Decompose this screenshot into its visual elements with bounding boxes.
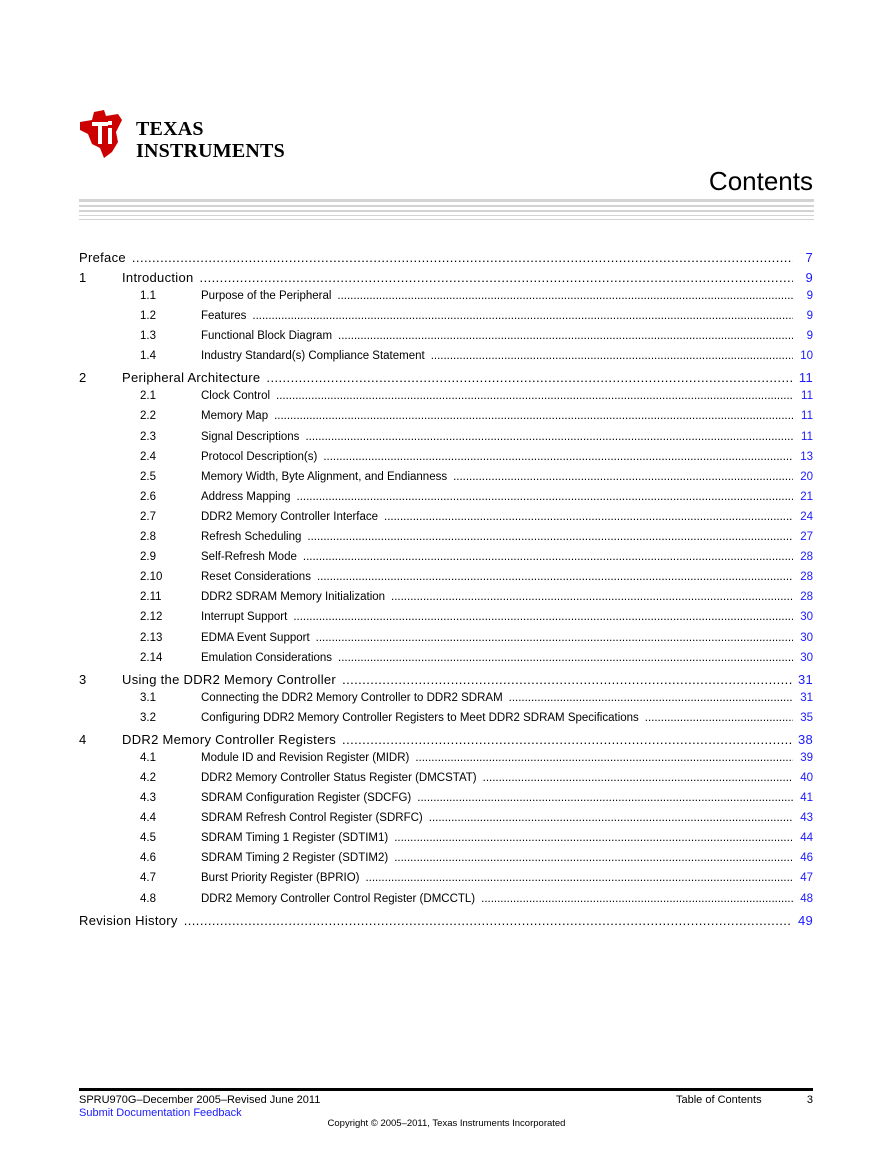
toc-label[interactable]: DDR2 SDRAM Memory Initialization (201, 591, 386, 604)
toc-label[interactable]: Preface (79, 250, 126, 265)
toc-number: 4.7 (140, 872, 156, 885)
dot-leader (384, 511, 793, 523)
toc-label[interactable]: SDRAM Timing 2 Register (SDTIM2) (201, 852, 389, 865)
toc-page-link[interactable]: 11 (798, 370, 813, 386)
toc-entry[interactable] (79, 872, 813, 892)
toc-label[interactable]: Self-Refresh Mode (201, 551, 297, 564)
feedback-link[interactable]: Submit Documentation Feedback (79, 1107, 242, 1119)
dot-leader (316, 632, 793, 644)
toc-number: 4.6 (140, 852, 156, 865)
toc-label[interactable]: Memory Width, Byte Alignment, and Endianness (201, 470, 448, 483)
toc-number: 2.6 (140, 490, 156, 503)
toc-label[interactable]: Configuring DDR2 Memory Controller Registers to Meet DDR2 SDRAM Specifications (201, 711, 639, 724)
page-number: 3 (806, 1094, 813, 1106)
toc-page-link[interactable]: 30 (800, 631, 813, 644)
toc-page-link[interactable]: 7 (805, 250, 813, 265)
toc-label[interactable]: Emulation Considerations (201, 651, 333, 664)
toc-number: 4.8 (140, 892, 156, 905)
toc-entry[interactable] (79, 772, 813, 792)
footer-section-title: Table of Contents (676, 1094, 762, 1106)
toc-number: 1.4 (140, 350, 156, 363)
toc-number: 4.3 (140, 792, 156, 805)
dot-leader (453, 471, 793, 483)
ti-state-icon (78, 108, 130, 160)
footer-rule (79, 1088, 813, 1091)
dot-leader (342, 672, 792, 687)
toc-entry[interactable] (79, 752, 813, 772)
title-rule (79, 205, 814, 207)
toc-number: 2.13 (140, 631, 163, 644)
toc-number: 2.9 (140, 551, 156, 564)
toc-entry[interactable] (79, 531, 813, 551)
toc-label[interactable]: EDMA Event Support (201, 631, 310, 644)
toc-number: 4.4 (140, 812, 156, 825)
toc-number: 2.5 (140, 470, 156, 483)
toc-entry[interactable] (79, 370, 813, 390)
toc-number: 1 (79, 270, 87, 285)
toc-number: 4.5 (140, 832, 156, 845)
dot-leader (483, 772, 793, 784)
toc-number: 2.1 (140, 390, 156, 403)
dot-leader (276, 390, 793, 402)
dot-leader (323, 451, 793, 463)
dot-leader (317, 571, 793, 583)
dot-leader (481, 893, 793, 905)
dot-leader (429, 812, 793, 824)
toc-entry[interactable] (79, 832, 813, 852)
toc-page-link[interactable]: 31 (800, 691, 813, 704)
toc-label[interactable]: Introduction (122, 270, 194, 285)
dot-leader (274, 410, 793, 422)
toc-page-link[interactable]: 20 (800, 470, 813, 483)
toc-number: 1.3 (140, 330, 156, 343)
toc-page-link[interactable]: 10 (800, 350, 813, 363)
toc-entry[interactable] (79, 652, 813, 672)
toc-page-link[interactable]: 40 (800, 771, 813, 784)
table-of-contents (79, 250, 813, 933)
toc-entry[interactable] (79, 250, 813, 270)
toc-page-link[interactable]: 27 (800, 531, 813, 544)
toc-label[interactable]: Using the DDR2 Memory Controller (122, 671, 337, 687)
toc-label[interactable]: Protocol Description(s) (201, 450, 318, 463)
toc-entry[interactable] (79, 732, 813, 752)
dot-leader (184, 913, 792, 928)
toc-entry[interactable] (79, 390, 813, 410)
toc-label[interactable]: Memory Map (201, 410, 269, 423)
toc-entry[interactable] (79, 852, 813, 872)
toc-entry[interactable] (79, 591, 813, 611)
dot-leader (307, 531, 793, 543)
toc-entry[interactable] (79, 571, 813, 591)
toc-label[interactable]: SDRAM Configuration Register (SDCFG) (201, 792, 412, 805)
toc-entry[interactable] (79, 310, 813, 330)
toc-number: 2.2 (140, 410, 156, 423)
dot-leader (338, 330, 793, 342)
toc-number: 4.2 (140, 771, 156, 784)
toc-page-link[interactable]: 11 (801, 430, 813, 443)
toc-number: 1.2 (140, 310, 156, 323)
toc-page-link[interactable]: 28 (800, 591, 813, 604)
dot-leader (297, 491, 794, 503)
toc-label[interactable]: Industry Standard(s) Compliance Statement (201, 350, 425, 363)
dot-leader (337, 290, 793, 302)
toc-label[interactable]: Peripheral Architecture (122, 370, 261, 386)
toc-number: 2.8 (140, 531, 156, 544)
toc-entry[interactable] (79, 451, 813, 471)
dot-leader (252, 310, 793, 322)
toc-number: 1.1 (140, 290, 156, 302)
toc-number: 2 (79, 370, 87, 386)
logo-line-1: TEXAS (136, 118, 204, 140)
dot-leader (394, 832, 793, 844)
toc-page-link[interactable]: 39 (800, 751, 813, 764)
toc-entry[interactable] (79, 330, 813, 350)
dot-leader (293, 611, 793, 623)
toc-page-link[interactable]: 35 (800, 711, 813, 724)
toc-page-link[interactable]: 41 (800, 792, 813, 805)
toc-number: 3.1 (140, 691, 156, 704)
toc-page-link[interactable]: 44 (800, 832, 813, 845)
toc-label[interactable]: Refresh Scheduling (201, 531, 302, 544)
dot-leader (415, 752, 793, 764)
toc-number: 2.11 (140, 591, 162, 604)
toc-label[interactable]: Burst Priority Register (BPRIO) (201, 872, 360, 885)
dot-leader (509, 692, 793, 704)
toc-page-link[interactable]: 38 (797, 731, 813, 747)
toc-page-link[interactable]: 46 (800, 852, 813, 865)
toc-entry[interactable] (79, 350, 813, 370)
title-rule (79, 215, 814, 216)
toc-page-link[interactable]: 11 (801, 390, 813, 403)
toc-number: 4.1 (140, 751, 156, 764)
toc-page-link[interactable]: 43 (800, 812, 813, 825)
toc-entry[interactable] (79, 893, 813, 913)
toc-entry[interactable] (79, 913, 813, 933)
toc-label[interactable]: DDR2 Memory Controller Registers (122, 731, 337, 747)
toc-label[interactable]: DDR2 Memory Controller Control Register (DMCCTL) (201, 892, 476, 905)
dot-leader (394, 852, 793, 864)
toc-label[interactable]: Clock Control (201, 390, 271, 403)
dot-leader (431, 350, 793, 362)
toc-page-link[interactable]: 11 (801, 410, 813, 423)
toc-number: 2.10 (140, 571, 163, 584)
toc-label[interactable]: Address Mapping (201, 490, 291, 503)
toc-page-link[interactable]: 31 (797, 671, 813, 687)
toc-page-link[interactable]: 30 (800, 611, 813, 624)
toc-entry[interactable] (79, 692, 813, 712)
toc-page-link[interactable]: 9 (806, 330, 813, 343)
toc-entry[interactable] (79, 290, 813, 310)
toc-page-link[interactable]: 47 (800, 872, 813, 885)
toc-label[interactable]: Reset Considerations (201, 571, 311, 584)
toc-entry[interactable] (79, 611, 813, 631)
toc-page-link[interactable]: 13 (800, 450, 813, 463)
toc-entry[interactable] (79, 812, 813, 832)
toc-number: 2.14 (140, 651, 163, 664)
toc-page-link[interactable]: 24 (800, 510, 813, 523)
toc-label[interactable]: Connecting the DDR2 Memory Controller to DDR2 SDRAM (201, 691, 503, 704)
toc-page-link[interactable]: 30 (800, 651, 813, 664)
toc-entry[interactable] (79, 551, 813, 571)
dot-leader (266, 370, 792, 385)
toc-entry[interactable] (79, 471, 813, 491)
toc-page-link[interactable]: 49 (797, 912, 813, 928)
toc-label[interactable]: DDR2 Memory Controller Interface (201, 510, 379, 523)
page-title: Contents (708, 166, 813, 196)
toc-number: 2.7 (140, 510, 156, 523)
toc-page-link[interactable]: 21 (800, 490, 813, 503)
toc-label[interactable]: Interrupt Support (201, 611, 288, 624)
ti-logo (78, 108, 318, 168)
logo-line-2: INSTRUMENTS (136, 140, 285, 162)
dot-leader (391, 591, 793, 603)
toc-page-link[interactable]: 9 (806, 310, 813, 323)
dot-leader (342, 732, 792, 747)
toc-label[interactable]: SDRAM Refresh Control Register (SDRFC) (201, 812, 423, 825)
dot-leader (305, 431, 793, 443)
toc-number: 2.3 (140, 430, 156, 443)
toc-number: 3.2 (140, 711, 156, 724)
toc-page-link[interactable]: 48 (800, 892, 813, 905)
toc-entry[interactable] (79, 270, 813, 290)
toc-label[interactable]: Features (201, 310, 247, 323)
toc-number: 3 (79, 671, 87, 687)
dot-leader (132, 250, 793, 265)
dot-leader (200, 270, 793, 285)
dot-leader (338, 652, 793, 664)
toc-number: 4 (79, 731, 87, 747)
toc-entry[interactable] (79, 431, 813, 451)
toc-entry[interactable] (79, 792, 813, 812)
toc-entry[interactable] (79, 712, 813, 732)
toc-entry[interactable] (79, 410, 813, 430)
toc-entry[interactable] (79, 632, 813, 652)
toc-page-link[interactable]: 9 (806, 290, 813, 302)
toc-label[interactable]: Signal Descriptions (201, 430, 300, 443)
title-rule (79, 210, 814, 212)
toc-label[interactable]: SDRAM Timing 1 Register (SDTIM1) (201, 832, 389, 845)
toc-page-link[interactable]: 9 (805, 270, 813, 285)
toc-label[interactable]: Module ID and Revision Register (MIDR) (201, 751, 410, 764)
toc-entry[interactable] (79, 491, 813, 511)
toc-label[interactable]: DDR2 Memory Controller Status Register (DMCSTAT) (201, 771, 477, 784)
dot-leader (365, 872, 793, 884)
copyright: Copyright © 2005–2011, Texas Instruments Incorporated (327, 1118, 566, 1129)
document-id: SPRU970G–December 2005–Revised June 2011 (79, 1094, 321, 1106)
toc-number: 2.12 (140, 611, 163, 624)
toc-entry[interactable] (79, 672, 813, 692)
toc-page-link[interactable]: 28 (800, 571, 813, 584)
title-rule (79, 199, 814, 202)
toc-label[interactable]: Functional Block Diagram (201, 330, 333, 343)
toc-label[interactable]: Purpose of the Peripheral (201, 290, 332, 302)
dot-leader (303, 551, 793, 563)
title-rule (79, 219, 814, 220)
dot-leader (417, 792, 793, 804)
dot-leader (645, 712, 793, 724)
toc-page-link[interactable]: 28 (800, 551, 813, 564)
toc-label[interactable]: Revision History (79, 912, 178, 928)
toc-entry[interactable] (79, 511, 813, 531)
toc-number: 2.4 (140, 450, 156, 463)
